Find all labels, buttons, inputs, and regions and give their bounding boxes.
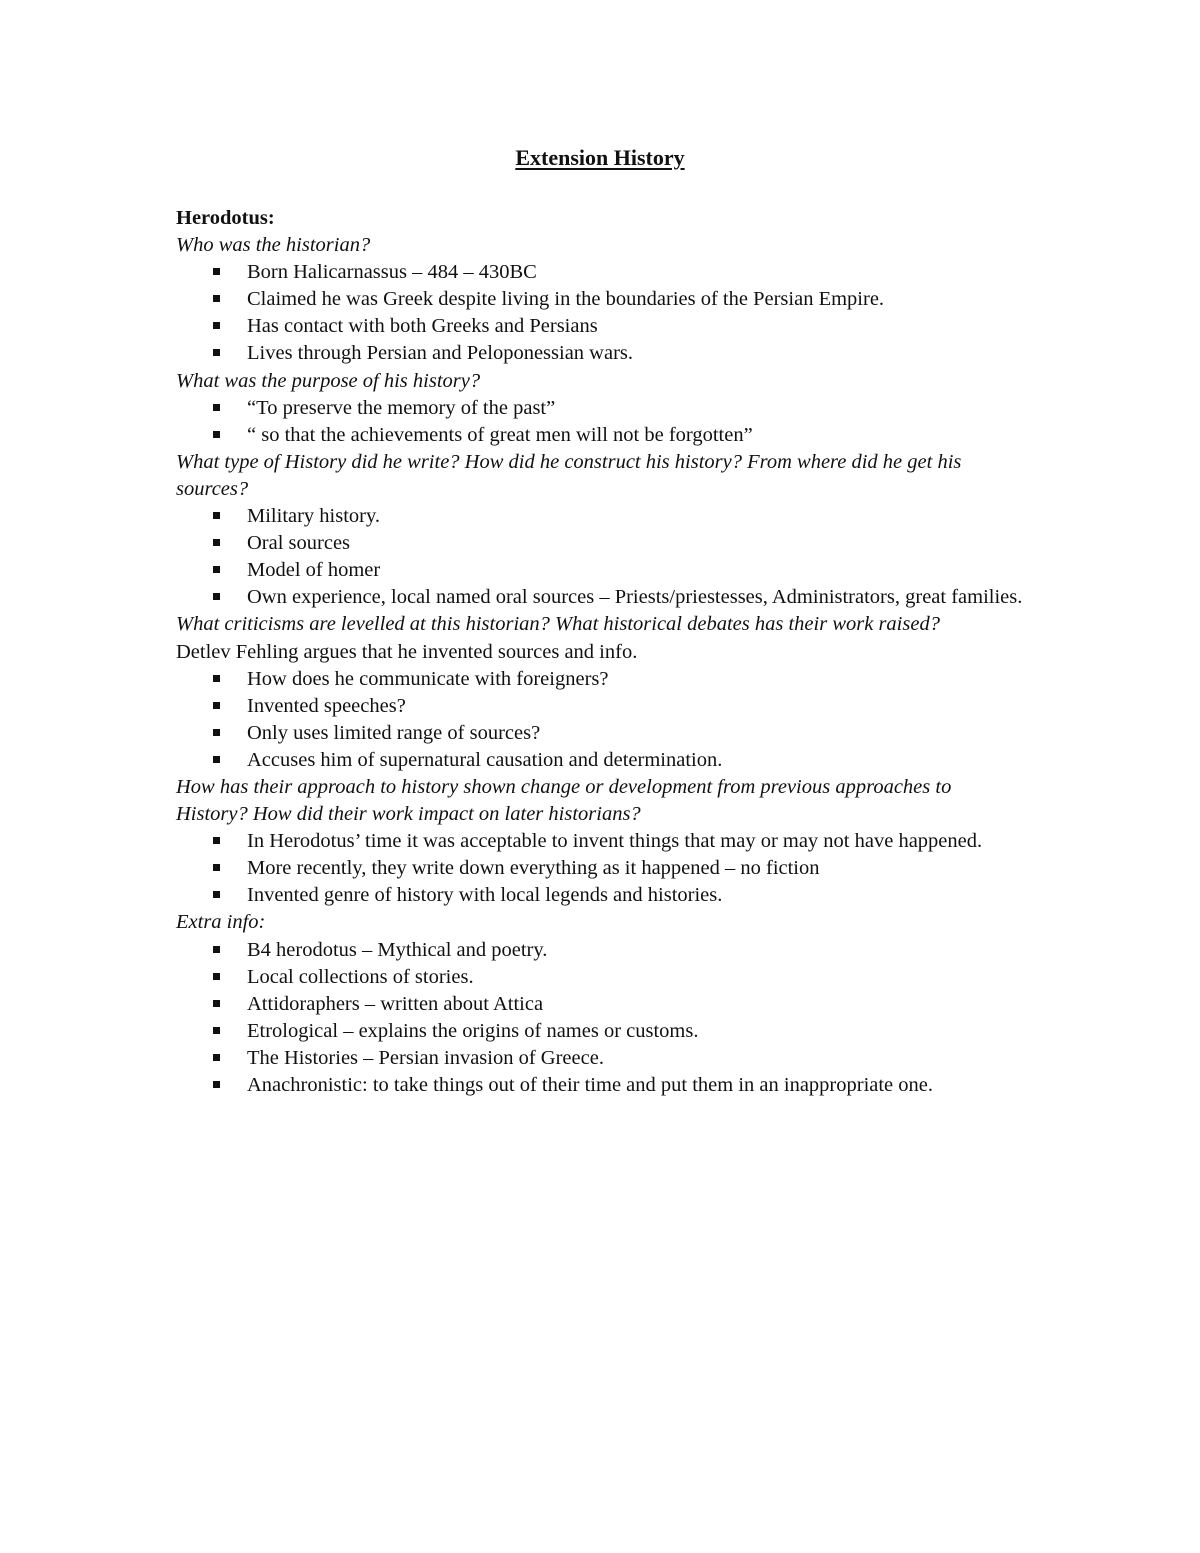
bullet-item bbox=[176, 259, 1026, 286]
section-question: What was the purpose of his history? bbox=[176, 369, 481, 392]
bullet-text: Anachronistic: to take things out of their time and put them in an inappropriate one. bbox=[247, 1074, 934, 1096]
section-purpose-of-history bbox=[176, 368, 1026, 449]
section-heading: Herodotus: bbox=[176, 207, 275, 229]
bullet-item bbox=[176, 828, 1026, 855]
bullet-item bbox=[176, 422, 1026, 449]
square-bullet-icon bbox=[213, 1054, 220, 1061]
square-bullet-icon bbox=[213, 729, 220, 736]
document-body bbox=[176, 205, 1026, 1099]
bullet-item bbox=[176, 395, 1026, 422]
square-bullet-icon bbox=[213, 322, 220, 329]
square-bullet-icon bbox=[213, 539, 220, 546]
bullet-text: Has contact with both Greeks and Persians bbox=[247, 315, 598, 338]
bullet-item bbox=[176, 991, 1026, 1018]
bullet-text: Etrological – explains the origins of names or customs. bbox=[247, 1019, 699, 1042]
bullet-item bbox=[176, 340, 1026, 367]
bullet-text: Accuses him of supernatural causation and determination. bbox=[247, 748, 723, 771]
bullet-text: B4 herodotus – Mythical and poetry. bbox=[247, 938, 548, 961]
bullet-text: In Herodotus’ time it was acceptable to invent things that may or may not have happened. bbox=[247, 830, 983, 853]
bullet-list bbox=[176, 828, 1026, 909]
square-bullet-icon bbox=[213, 593, 220, 600]
bullet-list bbox=[176, 666, 1026, 774]
square-bullet-icon bbox=[213, 295, 220, 302]
section-approach-change bbox=[176, 774, 1026, 909]
bullet-item bbox=[176, 557, 1026, 584]
square-bullet-icon bbox=[213, 837, 220, 844]
section-criticisms bbox=[176, 611, 1026, 774]
bullet-text: “ so that the achievements of great men will not be forgotten” bbox=[247, 423, 753, 446]
bullet-text: “To preserve the memory of the past” bbox=[247, 396, 556, 419]
bullet-item bbox=[176, 286, 1026, 313]
bullet-item bbox=[176, 1018, 1026, 1045]
bullet-item bbox=[176, 1072, 1026, 1099]
bullet-item bbox=[176, 964, 1026, 991]
square-bullet-icon bbox=[213, 566, 220, 573]
bullet-item bbox=[176, 882, 1026, 909]
square-bullet-icon bbox=[213, 756, 220, 763]
square-bullet-icon bbox=[213, 512, 220, 519]
bullet-item bbox=[176, 693, 1026, 720]
section-question: What type of History did he write? How did he construct his history? From where did he get his sources? bbox=[176, 450, 962, 500]
bullet-text: Invented genre of history with local legends and histories. bbox=[247, 884, 723, 907]
bullet-text: Local collections of stories. bbox=[247, 965, 474, 988]
section-question: What criticisms are levelled at this historian? What historical debates has their work raised? bbox=[176, 613, 940, 636]
bullet-text: Only uses limited range of sources? bbox=[247, 721, 541, 744]
square-bullet-icon bbox=[213, 702, 220, 709]
bullet-text: Invented speeches? bbox=[247, 694, 406, 717]
section-question: Who was the historian? bbox=[176, 234, 371, 257]
bullet-text: Oral sources bbox=[247, 532, 351, 555]
bullet-text: The Histories – Persian invasion of Greece. bbox=[247, 1046, 604, 1069]
bullet-text: Born Halicarnassus – 484 – 430BC bbox=[247, 261, 537, 284]
bullet-text: How does he communicate with foreigners? bbox=[247, 667, 609, 690]
section-paragraph: Detlev Fehling argues that he invented sources and info. bbox=[176, 640, 638, 663]
bullet-item bbox=[176, 313, 1026, 340]
square-bullet-icon bbox=[213, 431, 220, 438]
bullet-item bbox=[176, 720, 1026, 747]
section-question: Extra info: bbox=[176, 911, 266, 934]
bullet-text: Own experience, local named oral sources – Priests/priestesses, Administrators, great families. bbox=[247, 586, 1023, 609]
bullet-text: Attidoraphers – written about Attica bbox=[247, 992, 544, 1015]
bullet-item bbox=[176, 503, 1026, 530]
bullet-item bbox=[176, 530, 1026, 557]
bullet-list bbox=[176, 503, 1026, 611]
square-bullet-icon bbox=[213, 946, 220, 953]
section-extra-info bbox=[176, 909, 1026, 1099]
square-bullet-icon bbox=[213, 404, 220, 411]
square-bullet-icon bbox=[213, 891, 220, 898]
bullet-item bbox=[176, 666, 1026, 693]
square-bullet-icon bbox=[213, 349, 220, 356]
square-bullet-icon bbox=[213, 1000, 220, 1007]
bullet-item bbox=[176, 1045, 1026, 1072]
bullet-list bbox=[176, 937, 1026, 1100]
bullet-item bbox=[176, 855, 1026, 882]
square-bullet-icon bbox=[213, 675, 220, 682]
bullet-item bbox=[176, 584, 1026, 611]
square-bullet-icon bbox=[213, 268, 220, 275]
square-bullet-icon bbox=[213, 1081, 220, 1088]
section-question: How has their approach to history shown change or development from previous approaches to History? How did their work impact on later historians? bbox=[176, 775, 952, 826]
bullet-list bbox=[176, 259, 1026, 367]
bullet-text: More recently, they write down everything as it happened – no fiction bbox=[247, 857, 820, 880]
section-who-was-the-historian bbox=[176, 232, 1026, 367]
bullet-text: Claimed he was Greek despite living in the boundaries of the Persian Empire. bbox=[247, 288, 885, 311]
bullet-text: Military history. bbox=[247, 505, 381, 528]
square-bullet-icon bbox=[213, 864, 220, 871]
document-title: Extension History bbox=[515, 145, 685, 170]
bullet-text: Lives through Persian and Peloponessian wars. bbox=[247, 342, 634, 365]
bullet-text: Model of homer bbox=[247, 559, 381, 582]
bullet-item bbox=[176, 747, 1026, 774]
square-bullet-icon bbox=[213, 973, 220, 980]
bullet-item bbox=[176, 937, 1026, 964]
section-type-of-history bbox=[176, 449, 1026, 612]
bullet-list bbox=[176, 395, 1026, 449]
square-bullet-icon bbox=[213, 1027, 220, 1034]
